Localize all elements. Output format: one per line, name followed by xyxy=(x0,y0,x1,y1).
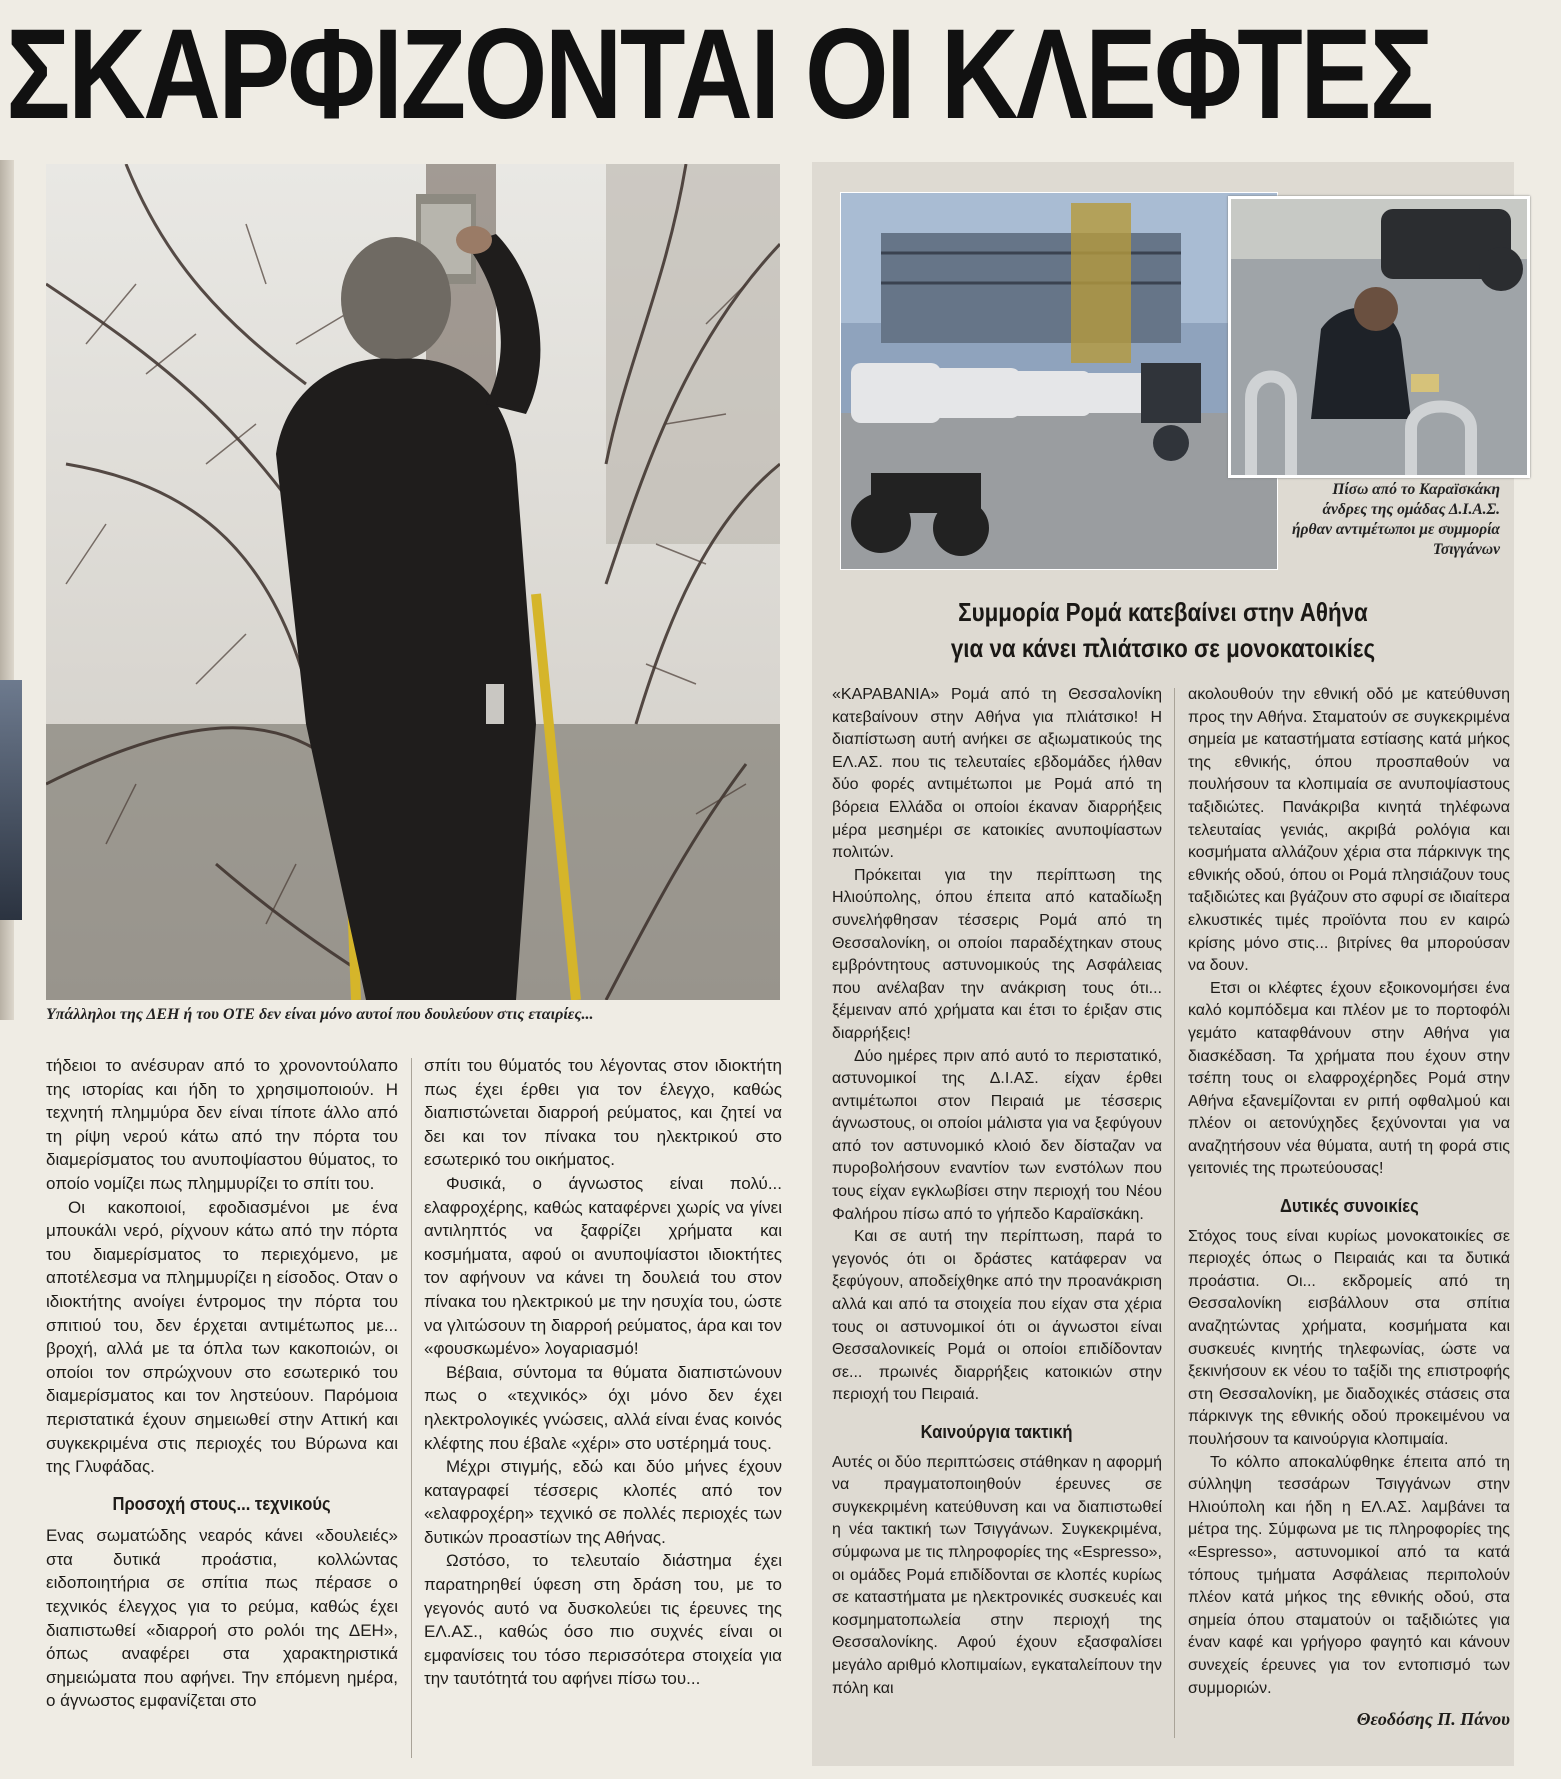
sidebar-photo-officer-image xyxy=(1231,199,1527,475)
main-photo-image xyxy=(46,164,780,1000)
column-rule xyxy=(1174,688,1175,1738)
paragraph: Το κόλπο αποκαλύφθηκε έπειτα από τη σύλληψη τεσσάρων Τσιγγάνων στην Ηλιούπολη και ήδη η ΕΛ.ΑΣ. λαμβάνει τα μέτρα της. Σύμφωνα με τις πληροφορίες της «Espresso», αστυνομικοί από τα κατά τόπους τμήματα Ασφάλειας περιπολούν πλέον κατά μήκος της εθνικής οδού, στα σημεία όπου σταματούν οι ταξιδιώτες για έναν καφέ και γρήγορο φαγητό και κάνουν συνεχείς έρευνες για τον εντοπισμό των συμμοριών. xyxy=(1188,1453,1510,1697)
paragraph: τήδειοι το ανέσυραν από το χρονοντούλαπο της ιστορίας και ήδη το χρησιμοποιούν. Η τεχνητή πλημμύρα δεν είναι τίποτε άλλο από τη ρίψη νερού κάτω από την πόρτα του διαμερίσματος του ανυποψίαστου θύματος, το οποίο νομίζει πως πλημμυρίζει το σπίτι του. xyxy=(46,1056,398,1193)
sidebar-title-line-2: για να κάνει πλιάτσικο σε μονοκατοικίες xyxy=(950,633,1376,663)
paragraph: σπίτι του θύματός του λέγοντας στον ιδιοκτήτη πως έχει έρθει για τον έλεγχο, καθώς διαπιστώνεται διαρροή ρεύματος, και ζητεί να δει και τον πίνακα του ηλεκτρικού στο εσωτερικό του οικήματος. xyxy=(424,1056,782,1170)
paragraph: Ενας σωματώδης νεαρός κάνει «δουλειές» στα δυτικά προάστια, κολλώντας ειδοποιητήρια σε σπίτια πως πέρασε ο τεχνικός έλεγχος για το ρεύμα, καθώς έχει διαπιστωθεί «διαρροή στο ρολόι της ΔΕΗ», όπως αναφέρει στα χαρακτηριστικά σημειώματα που αφήνει. Την επόμενη ημέρα, ο άγνωστος εμφανίζεται στο xyxy=(46,1526,398,1711)
page-edge xyxy=(0,160,14,1020)
subheading-text: Καινούργια τακτική xyxy=(921,1422,1073,1442)
paragraph: Ωστόσο, το τελευταίο διάστημα έχει παρατηρηθεί ύφεση στη δράση του, με το γεγονός αυτό να δυσκολεύει τις έρευνες της ΕΛ.ΑΣ., καθώς όσο πιο συχνές είναι οι εμφανίσεις του τόσο περισσότερα στοιχεία για την ταυτότητά του αφήνει πίσω του... xyxy=(424,1551,782,1689)
paragraph: Δύο ημέρες πριν από αυτό το περιστατικό, αστυνομικοί της Δ.Ι.ΑΣ. είχαν έρθει αντιμέτωποι στον Πειραιά με τέσσερις άγνωστους, οι οποίοι μάλιστα για να ξεφύγουν από τον αστυνομικό κλοιό δεν δίσταζαν να πυροβολήσουν εναντίον των ενστόλων που τους είχαν εγκλωβίσει στην περιοχή του Νέου Φαλήρου πίσω από το γήπεδο Καραϊσκάκη. xyxy=(832,1047,1162,1223)
paragraph: Αυτές οι δύο περιπτώσεις στάθηκαν η αφορμή να πραγματοποιηθούν έρευνες σε συγκεκριμένη κατεύθυνση και να διαπιστωθεί η νέα τακτική των Τσιγγάνων. Συγκεκριμένα, σύμφωνα με τις πληροφορίες της «Espresso», οι ομάδες Ρομά επιδίδονται σε κλοπές κυρίως σε καταστήματα με ηλεκτρονικές συσκευές και κοσμηματοπωλεία στην περιοχή της Θεσσαλονίκης. Αφού έχουν εξασφαλίσει μεγάλο αριθμό κλοπιμαίων, εγκαταλείπουν την πόλη και xyxy=(832,1453,1162,1697)
headline: ΣΚΑΡΦΙΖΟΝΤΑΙ ΟΙ ΚΛΕΦΤΕΣ xyxy=(6,3,1432,146)
paragraph: Και σε αυτή την περίπτωση, παρά το γεγονός ότι οι δράστες κατάφεραν να ξεφύγουν, αποδείχθηκε από την προανάκριση αλλά και από τα στοιχεία που είχαν στα χέρια τους οι αστυνομικοί ότι οι άγνωστοι είναι Θεσσαλονικείς Ρομά οι οποίοι επιδίδονταν σε... πρωινές διαρρήξεις κατοικιών στην περιοχή του Πειραιά. xyxy=(832,1228,1162,1404)
paragraph: «ΚΑΡΑΒΑΝΙΑ» Ρομά από τη Θεσσαλονίκη κατεβαίνουν στην Αθήνα για πλιάτσικο! Η διαπίστωση αυτή ανήκει σε αξιωματικούς της ΕΛ.ΑΣ. που τις τελευταίες εβδομάδες ήλθαν δύο φορές αντιμέτωποι με Ρομά από τη βόρεια Ελλάδα οι οποίοι έκαναν διαρρήξεις μέρα μεσημέρι σε κατοικίες ανυποψίαστων πολιτών. xyxy=(832,686,1162,862)
byline: Θεοδόσης Π. Πάνου xyxy=(1356,1709,1510,1730)
left-article-column-1 xyxy=(46,1054,398,1713)
sidebar-photo-officer xyxy=(1228,196,1530,478)
sidebar-photo-street-image xyxy=(841,193,1277,569)
paragraph: Οι κακοποιοί, εφοδιασμένοι με ένα μπουκάλι νερό, ρίχνουν κάτω από την πόρτα του διαμερίσματος το περιεχόμενο, με αποτέλεσμα να πλημμυρίζει η είσοδος. Οταν ο ιδιοκτήτης ανοίγει έντρομος την πόρτα του σπιτιού του, δεν έρχεται αντιμέτωπος με... βροχή, αλλά με τα όπλα των κακοποιών, οι οποίοι τον σπρώχνουν στο εσωτερικό του διαμερίσματος και τον ληστεύουν. Παρόμοια περιστατικά έχουν σημειωθεί στην Αττική και συγκεκριμένα στις περιοχές του Βύρωνα και της Γλυφάδας. xyxy=(46,1197,398,1477)
subheading xyxy=(832,1421,1162,1444)
sidebar-title xyxy=(830,594,1496,666)
page-edge-photo xyxy=(0,680,22,920)
sidebar-column-2 xyxy=(1188,684,1510,1731)
left-article-column-2 xyxy=(424,1054,782,1691)
main-photo-caption: Υπάλληλοι της ΔΕΗ ή του ΟΤΕ δεν είναι μόνο αυτοί που δουλεύουν στις εταιρίες... xyxy=(46,1006,594,1023)
paragraph: Στόχος τους είναι κυρίως μονοκατοικίες σε περιοχές όπως ο Πειραιάς και τα δυτικά προάστια. Οι... εκδρομείς από τη Θεσσαλονίκη εισβάλλουν στα σπίτια αναζητώντας χρήματα, κοσμήματα και συσκευές κινητής τηλεφωνίας, ώστε να ξεκινήσουν εκ νέου το ταξίδι της επιστροφής στη Θεσσαλονίκη, με διαδοχικές στάσεις στα πάρκινγκ της εθνικής οδού προκειμένου να πουλήσουν τα καινούργια κλοπιμαία. xyxy=(1188,1227,1510,1448)
sidebar-photo-caption: Πίσω από το Καραϊσκάκη άνδρες της ομάδας Δ.Ι.Α.Σ. ήρθαν αντιμέτωποι με συμμορία Τσιγγάνων xyxy=(1292,481,1500,558)
column-rule xyxy=(411,1058,412,1758)
sidebar-photo-street xyxy=(840,192,1278,570)
paragraph: ακολουθούν την εθνική οδό με κατεύθυνση προς την Αθήνα. Σταματούν σε συγκεκριμένα σημεία με καταστήματα εστίασης κατά μήκος της εθνικής, όπου προσπαθούν να πουλήσουν τα κλοπιμαία σε ανυποψίαστους ταξιδιώτες. Πανάκριβα κινητά τηλέφωνα τελευταίας γενιάς, ακριβά ρολόγια και κοσμήματα αλλάζουν χέρια στα πάρκινγκ της εθνικής οδού, όπου οι Ρομά πλησιάζουν τους ταξιδιώτες και βγάζουν στο σφυρί σε ιδιαίτερα ελκυστικές τιμές προϊόντα που εν καιρώ κρίσης μόνο στις... βιτρίνες θα μπορούσαν να δουν. xyxy=(1188,686,1510,975)
main-photo xyxy=(46,164,780,1000)
subheading-text: Δυτικές συνοικίες xyxy=(1279,1196,1419,1217)
sidebar-title-line-1: Συμμορία Ρομά κατεβαίνει στην Αθήνα xyxy=(958,597,1368,627)
sidebar-column-1 xyxy=(832,684,1162,1700)
paragraph: Μέχρι στιγμής, εδώ και δύο μήνες έχουν καταγραφεί τέσσερις κλοπές από τον «ελαφροχέρη» τεχνικό σε πολλές περιοχές των δυτικών προαστίων της Αθήνας. xyxy=(424,1457,782,1547)
paragraph: Πρόκειται για την περίπτωση της Ηλιούπολης, όπου έπειτα από καταδίωξη συνελήφθησαν τέσσερις Ρομά από τη Θεσσαλονίκη, οι οποίοι παραδέχτηκαν στους εμβρόντητους αστυνομικούς της Ασφάλειας που ανέλαβαν την ανάκριση τους ότι... ξέμειναν από χρήματα και έτσι το έριξαν στις διαρρήξεις! xyxy=(832,866,1162,1042)
paragraph: Βέβαια, σύντομα τα θύματα διαπιστώνουν πως ο «τεχνικός» όχι μόνο δεν έχει ηλεκτρολογικές γνώσεις, αλλά είναι ένας κοινός κλέφτης που έβαλε «χέρι» στο υστέρημά τους. xyxy=(424,1362,782,1453)
subheading xyxy=(1188,1195,1510,1218)
paragraph: Φυσικά, ο άγνωστος είναι πολύ... ελαφροχέρης, καθώς καταφέρνει χωρίς να γίνει αντιληπτός να ξαφρίζει χρήματα και κοσμήματα, αφού οι ανυποψίαστοι ιδιοκτήτες τον αφήνουν να κάνει τη δουλειά του στον πίνακα του ηλεκτρικού με την ησυχία του, ώστε να γλιτώσουν τη διαρροή ρεύματος, άρα και τον «φουσκωμένο» λογαριασμό! xyxy=(424,1173,782,1359)
subheading-text: Προσοχή στους... τεχνικούς xyxy=(112,1493,332,1514)
paragraph: Ετσι οι κλέφτες έχουν εξοικονομήσει ένα καλό κομπόδεμα και πλέον με το πορτοφόλι γεμάτο καταφθάνουν στην Αθήνα για διασκέδαση. Τα χρήματα που έχουν στην τσέπη τους οι ελαφροχέρηδες Ρομά στην Αθήνα εξανεμίζονται εν ριπή οφθαλμού και πλέον οι αετονύχηδες ξεχύνονται για να αναζητήσουν νέα θύματα, αυτή τη φορά στις γειτονιές της πρωτεύουσας! xyxy=(1188,979,1510,1178)
subheading xyxy=(46,1493,398,1517)
